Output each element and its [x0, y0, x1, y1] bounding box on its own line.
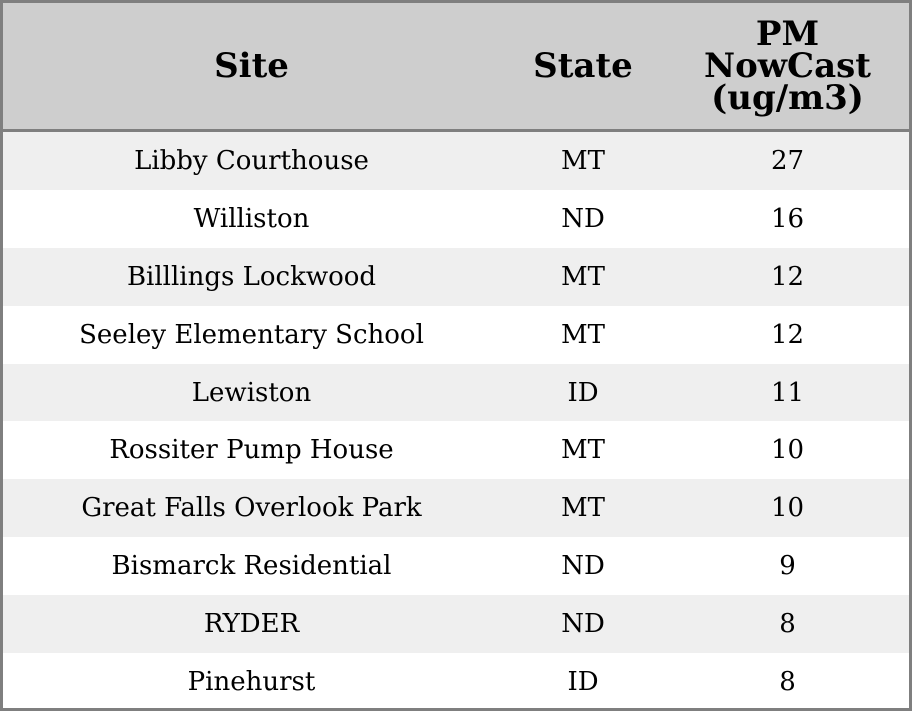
cell-pm-value: 27 — [770, 145, 805, 176]
cell-site: Williston — [193, 203, 310, 234]
cell-pm-value: 10 — [770, 493, 805, 524]
header-state: State — [533, 46, 633, 86]
cell-site: Pinehurst — [187, 666, 316, 697]
cell-pm-value: 11 — [770, 377, 805, 408]
cell-site: Bismarck Residential — [111, 551, 392, 582]
table-body — [3, 132, 909, 711]
cell-state: ND — [561, 551, 605, 582]
cell-site: Billlings Lockwood — [126, 261, 377, 292]
cell-site: Great Falls Overlook Park — [81, 493, 422, 524]
table-row — [3, 421, 909, 479]
table-row — [3, 653, 909, 711]
header-site: Site — [214, 46, 289, 86]
cell-site: Rossiter Pump House — [109, 435, 394, 466]
table-row — [3, 537, 909, 595]
cell-pm-value: 8 — [779, 609, 796, 640]
table-header — [3, 3, 909, 132]
cell-pm-value: 9 — [779, 551, 796, 582]
table-row — [3, 190, 909, 248]
cell-state: ND — [561, 609, 605, 640]
cell-state: MT — [561, 493, 605, 524]
table-row — [3, 595, 909, 653]
table-row — [3, 364, 909, 422]
cell-site: Lewiston — [191, 377, 312, 408]
cell-state: MT — [561, 145, 605, 176]
cell-state: MT — [561, 261, 605, 292]
cell-site: RYDER — [203, 609, 300, 640]
cell-state: ID — [567, 377, 599, 408]
table-row — [3, 132, 909, 190]
table-row — [3, 479, 909, 537]
cell-state: ND — [561, 203, 605, 234]
cell-site: Seeley Elementary School — [79, 319, 424, 350]
cell-pm-value: 12 — [770, 319, 805, 350]
cell-pm-value: 16 — [770, 203, 805, 234]
header-pm-nowcast: PM NowCast (ug/m3) — [704, 14, 871, 118]
cell-pm-value: 12 — [770, 261, 805, 292]
cell-state: ID — [567, 666, 599, 697]
cell-state: MT — [561, 319, 605, 350]
table-row — [3, 306, 909, 364]
cell-pm-value: 8 — [779, 666, 796, 697]
cell-state: MT — [561, 435, 605, 466]
cell-pm-value: 10 — [770, 435, 805, 466]
cell-site: Libby Courthouse — [134, 145, 369, 176]
table-row — [3, 248, 909, 306]
